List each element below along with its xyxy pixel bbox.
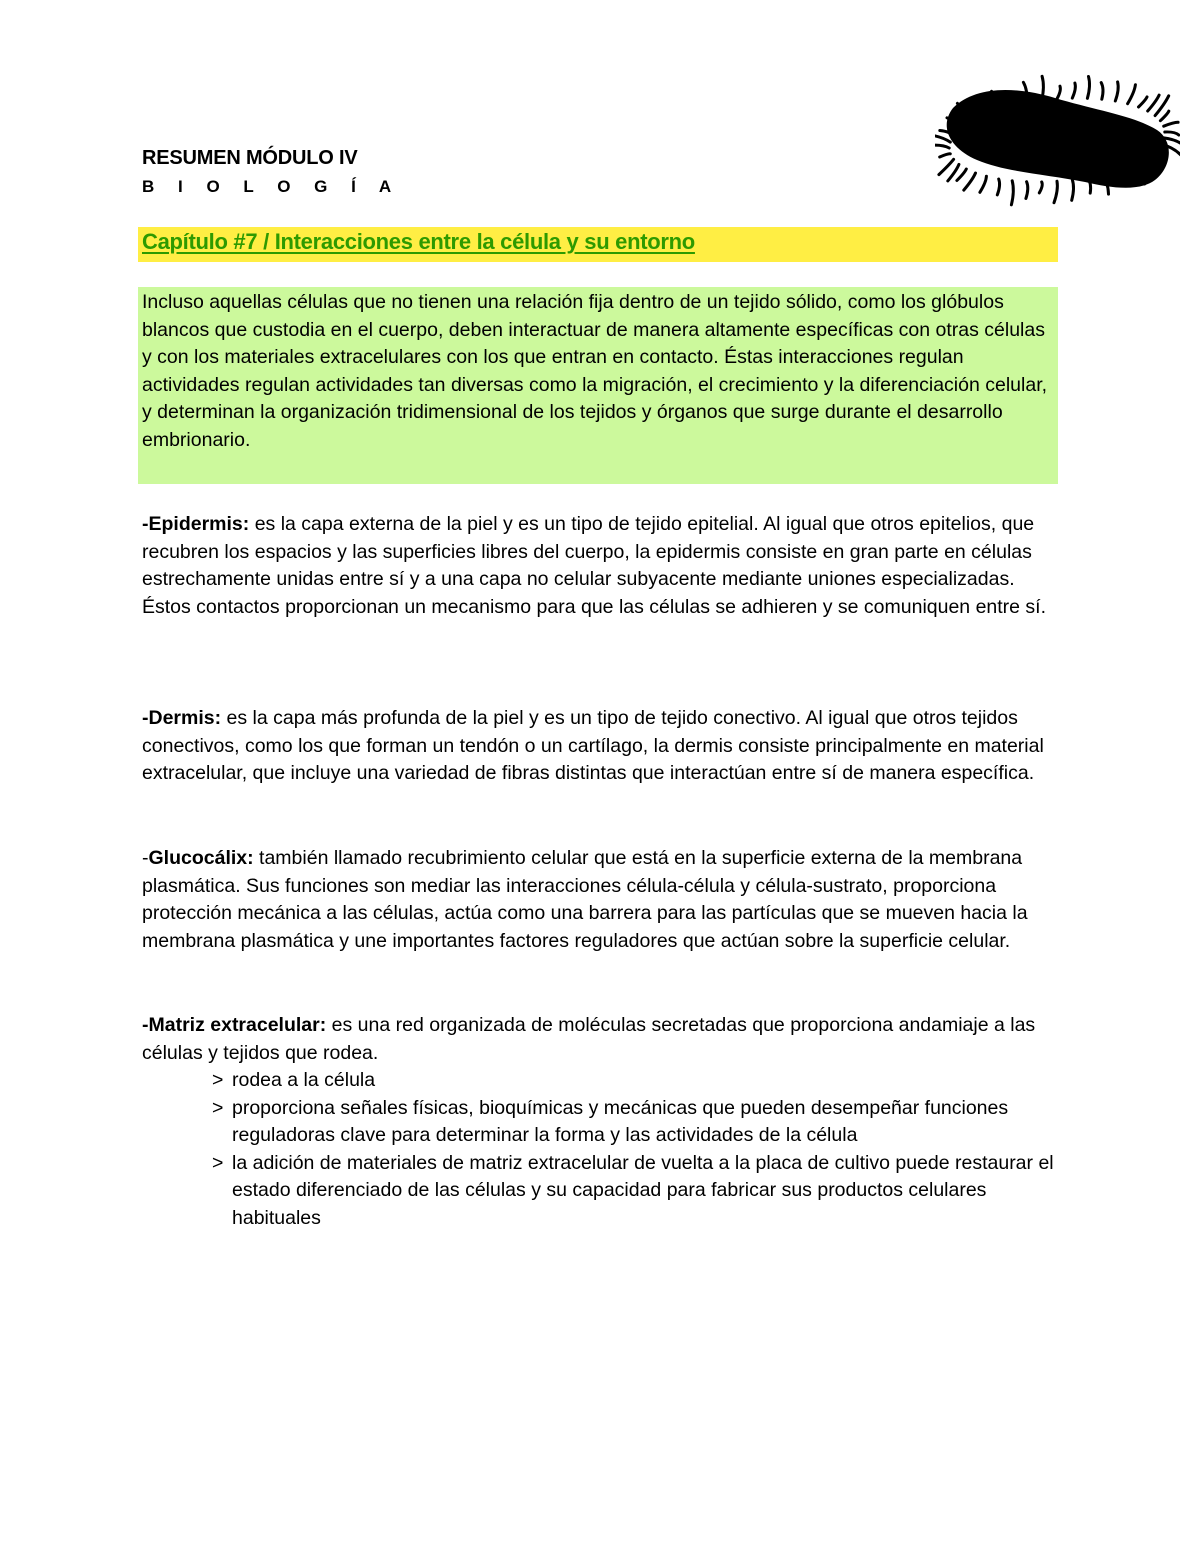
- list-item-text: la adición de materiales de matriz extracelular de vuelta a la placa de cultivo puede restaurar el estado diferenciado de las células y su capacidad para fabricar sus productos celulares habituales: [232, 1151, 1054, 1229]
- cilium: [957, 169, 966, 181]
- section-glucocalix: [142, 845, 1062, 955]
- list-item: [212, 1150, 1062, 1233]
- intro-block: [138, 287, 1058, 484]
- cilium: [940, 154, 951, 157]
- cilium: [1026, 182, 1028, 199]
- intro-paragraph: Incluso aquellas células que no tienen una relación fija dentro de un tejido sólido, como los glóbulos blancos que custodia en el cuerpo, deben interactuar de manera altamente específicas con otras células y con los materiales extracelulares con los que entran en contacto. Éstas interacciones regulan actividades regulan actividades tan diversas como la migración, el crecimiento y la diferenciación celular, y determinan la organización tridimensional de los tejidos y órganos que surge durante el desarrollo embrionario.: [142, 291, 1048, 451]
- section-matriz-extracelular: [142, 1012, 1062, 1232]
- cilium: [1101, 83, 1103, 100]
- section-paragraph: [142, 511, 1062, 621]
- cilium: [935, 145, 949, 148]
- cilium: [1160, 111, 1168, 121]
- document-subtitle: B I O L O G Í A: [142, 177, 401, 196]
- section-text: es la capa más profunda de la piel y es un tipo de tejido conectivo. Al igual que otros tejidos conectivos, como los que forman un tendón o un cartílago, la dermis consiste principalmente en material extracelular, que incluye una variedad de fibras distintas que interactúan entre sí de manera específica.: [142, 707, 1044, 784]
- cilium: [997, 179, 999, 195]
- bullet-marker: >: [212, 1096, 224, 1119]
- list-item-text: proporciona señales físicas, bioquímicas y mecánicas que pueden desempeñar funciones reguladoras clave para determinar la forma y las actividades de la célula: [232, 1096, 1009, 1146]
- chapter-title: Capítulo #7 / Interacciones entre la célula y su entorno: [142, 229, 695, 254]
- section-text: es la capa externa de la piel y es un tipo de tejido epitelial. Al igual que otros epitelios, que recubren los espacios y las superficies libres del cuerpo, la epidermis consiste en gran parte en células estrechamente unidas entre sí y a una capa no celular subyacente mediante uniones especializadas. Éstos contactos proporcionan un mecanismo para que las células se adhieren y se comuniquen entre sí.: [142, 513, 1047, 618]
- cilium: [1054, 181, 1057, 203]
- bullet-marker: >: [212, 1069, 224, 1091]
- cilium: [1115, 82, 1118, 101]
- bullet-list: [142, 1067, 1062, 1232]
- cilium: [1128, 85, 1136, 104]
- cilium: [1072, 180, 1074, 201]
- section-paragraph: [142, 845, 1062, 955]
- cilium: [980, 176, 987, 192]
- cilium: [1042, 76, 1044, 100]
- cilium: [1087, 77, 1089, 99]
- cilium: [1039, 182, 1042, 193]
- cilium: [1072, 83, 1075, 98]
- section-text: también llamado recubrimiento celular que está en la superficie externa de la membrana plasmática. Sus funciones son mediar las interacciones célula-célula y célula-sustrato, proporciona protección mecánica a las células, actúa como una barrera para las partículas que se mueven hacia la membrana plasmática y une importantes factores reguladores que actúan sobre la superficie celular.: [142, 847, 1028, 952]
- cilium: [1139, 97, 1148, 107]
- bacterium-icon: [935, 68, 1180, 218]
- section-term: -Dermis:: [142, 707, 222, 729]
- cilium: [964, 173, 976, 190]
- section-dermis: [142, 705, 1062, 788]
- section-epidermis: [142, 511, 1062, 621]
- section-prefix: -: [142, 847, 149, 869]
- document-header: [142, 144, 401, 202]
- cilium: [1165, 132, 1179, 135]
- bullet-marker: >: [212, 1151, 224, 1174]
- cilium: [935, 135, 950, 143]
- cilium: [1164, 122, 1178, 126]
- document-title: RESUMEN MÓDULO IV: [142, 147, 358, 169]
- chapter-heading: [138, 227, 1058, 262]
- cilium: [1011, 181, 1013, 205]
- cilium: [1057, 86, 1060, 99]
- section-term: -Matriz extracelular:: [142, 1014, 327, 1036]
- cilium: [939, 159, 954, 174]
- list-item-text: rodea a la célula: [232, 1069, 376, 1091]
- section-paragraph: [142, 1012, 1062, 1067]
- section-text: es una red organizada de moléculas secretadas que proporciona andamiaje a las células y tejidos que rodea.: [142, 1014, 1036, 1064]
- section-term: Glucocálix:: [148, 847, 254, 869]
- section-term: -Epidermis:: [142, 513, 250, 535]
- list-item: [212, 1095, 1062, 1150]
- list-item: [212, 1067, 1062, 1095]
- cilium: [1148, 95, 1159, 111]
- cilium: [1087, 177, 1090, 193]
- section-paragraph: [142, 705, 1062, 788]
